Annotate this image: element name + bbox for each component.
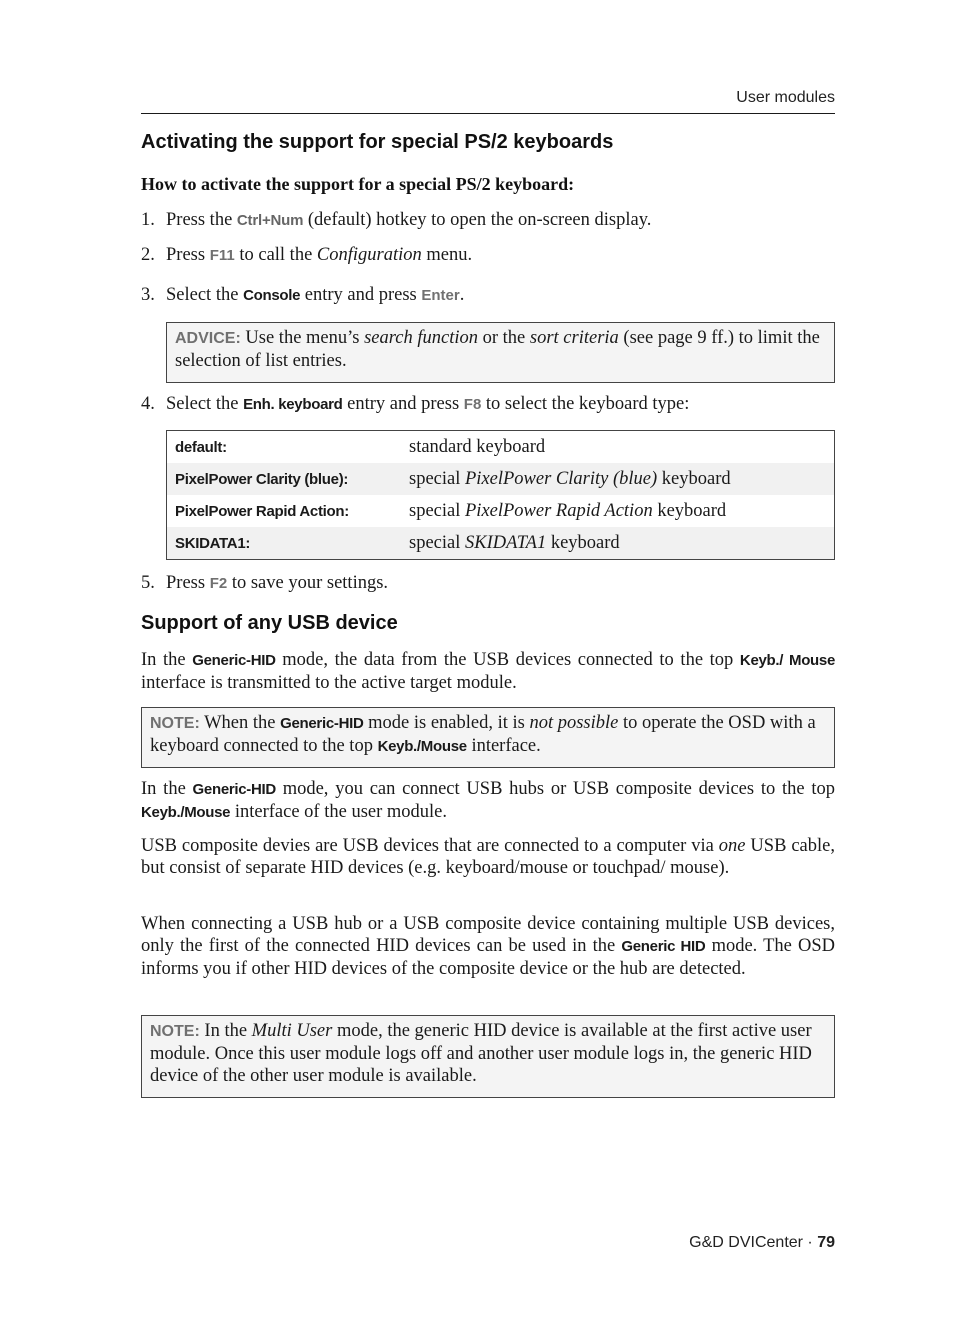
section-heading-usb: Support of any USB device <box>141 612 398 634</box>
product-name: G&D DVICenter · <box>689 1234 818 1251</box>
paragraph-usb-hubs: In the Generic-HID mode, you can connect USB hubs or USB composite devices to the top Keyb./Mouse interface of the user module. <box>141 779 836 822</box>
keyboard-type-desc: special PixelPower Rapid Action keyboard <box>409 500 727 521</box>
keyboard-type-key: PixelPower Clarity (blue): <box>167 463 402 495</box>
step-number: 2. <box>141 245 155 265</box>
howto-heading: How to activate the support for a special PS/2 keyboard: <box>141 174 575 194</box>
page-footer <box>689 1234 835 1252</box>
step-number: 4. <box>141 394 155 414</box>
hotkey: Ctrl+Num <box>236 212 304 229</box>
advice-box: ADVICE: Use the menu’s search function or the sort criteria (see page 9 ff.) to limit the selection of list entries. <box>166 322 835 383</box>
paragraph-generic-hid: In the Generic-HID mode, the data from the USB devices connected to the top Keyb./ Mouse interface is transmitted to the active target module. <box>141 650 836 693</box>
keyboard-type-desc: standard keyboard <box>409 436 546 457</box>
note-label: NOTE: <box>150 1023 200 1040</box>
note-box-multi-user: NOTE: In the Multi User mode, the generic HID device is available at the first active user module. Once this user module logs off and another user module logs in, the generic HID device of the other user module is available. <box>141 1015 835 1098</box>
step-5: 5. Press F2 to save your settings. <box>141 573 389 593</box>
table-row <box>167 463 835 495</box>
step-number: 1. <box>141 210 155 230</box>
page-number: 79 <box>817 1234 835 1251</box>
section-heading-ps2: Activating the support for special PS/2 keyboards <box>141 131 614 153</box>
key-f8: F8 <box>463 396 482 413</box>
keyboard-type-desc: special SKIDATA1 keyboard <box>401 527 835 560</box>
keyboard-type-key: PixelPower Rapid Action: <box>175 502 349 520</box>
advice-label: ADVICE: <box>175 330 241 347</box>
step-4: 4. Select the Enh. keyboard entry and press F8 to select the keyboard type: <box>141 394 690 414</box>
step-number: 3. <box>141 285 155 305</box>
header-rule <box>141 113 835 114</box>
running-header: User modules <box>736 89 835 106</box>
table-row <box>167 527 835 560</box>
paragraph-composite-devices: USB composite devies are USB devices that are connected to a computer via one USB cable, but consist of separate HID devices (e.g. keyboard/mouse or touchpad/ mouse). <box>141 836 835 878</box>
entry-enh-keyboard: Enh. keyboard <box>243 396 343 413</box>
table-row <box>167 495 835 527</box>
keyboard-type-key: SKIDATA1: <box>167 527 402 560</box>
key-enter: Enter <box>421 287 460 304</box>
keyboard-type-key: default: <box>175 438 227 456</box>
key-f11: F11 <box>209 247 235 264</box>
paragraph-multiple-devices: When connecting a USB hub or a USB composite device containing multiple USB devices, only the first of the connected HID devices can be used in the Generic HID mode. The OSD informs you if other HID devices of the composite device or the hub are detected. <box>141 914 836 979</box>
step-1: 1. Press the Ctrl+Num (default) hotkey to open the on-screen display. <box>141 210 652 230</box>
keyboard-type-table <box>166 430 835 560</box>
note-label: NOTE: <box>150 715 200 732</box>
note-box-osd: NOTE: When the Generic-HID mode is enabled, it is not possible to operate the OSD with a keyboard connected to the top Keyb./Mouse interface. <box>141 707 835 768</box>
step-number: 5. <box>141 573 155 593</box>
entry-console: Console <box>243 287 301 304</box>
step-3: 3. Select the Console entry and press Enter. <box>141 285 465 305</box>
table-row <box>167 431 835 464</box>
menu-name: Configuration <box>316 245 422 265</box>
keyboard-type-desc: special PixelPower Clarity (blue) keyboard <box>401 463 835 495</box>
step-2: 2. Press F11 to call the Configuration menu. <box>141 245 473 265</box>
key-f2: F2 <box>209 575 228 592</box>
